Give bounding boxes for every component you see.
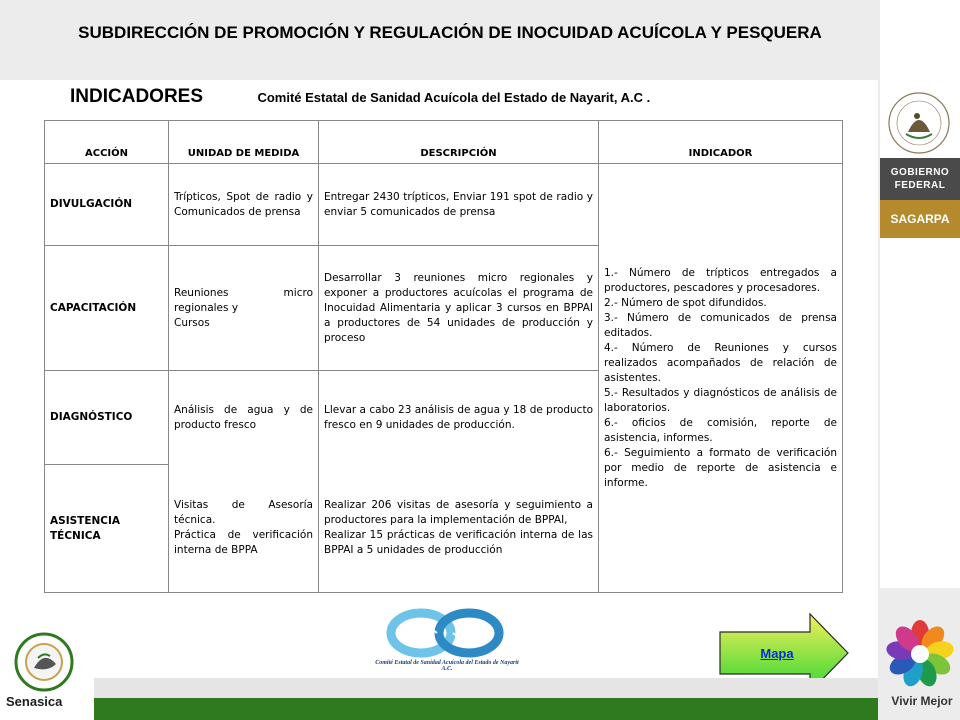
indicador-cell [599, 164, 843, 593]
unidad-cell: Trípticos, Spot de radio y Comunicados de prensa [169, 164, 319, 246]
accion-cell: CAPACITACIÓN [45, 246, 169, 371]
descripcion-cell: Llevar a cabo 23 análisis de agua y 18 de producto fresco en 9 unidades de producción. [319, 371, 599, 465]
footer-gray-band [94, 678, 878, 698]
gobierno-line-2: FEDERAL [894, 180, 946, 191]
vivir-mejor-flower-icon [884, 618, 956, 690]
committee-caption: Comité Estatal de Sanidad Acuícola del Estado de Nayarit A.C. [375, 660, 519, 672]
vivir-mejor-label: Vivir Mejor [891, 694, 953, 708]
mexico-seal-icon [884, 88, 954, 158]
indicador-item: 1.- Número de trípticos entregados a productores, pescadores y procesadores. [604, 266, 837, 294]
unidad-cell [169, 246, 319, 371]
indicators-table [44, 120, 843, 593]
table-header-row [45, 121, 843, 164]
descripcion-line: Realizar 206 visitas de asesoría y seguimiento a productores para la implementación de BPPAI, [324, 499, 593, 527]
indicador-item: 4.- Número de Reuniones y cursos realizados acompañados de relación de asistentes. [604, 341, 837, 384]
indicador-item: 6.- oficios de comisión, reporte de asistencia, informes. [604, 416, 837, 444]
unidad-line: Reuniones micro regionales y [174, 286, 313, 314]
unidad-cell: Análisis de agua y de producto fresco [169, 371, 319, 465]
gobierno-line-1: GOBIERNO [890, 167, 950, 178]
descripcion-line: Realizar 15 prácticas de verificación interna de las BPPAI a 5 unidades de producción [324, 529, 593, 557]
senasica-label: Senasica [6, 694, 63, 709]
unidad-line: Práctica de verificación interna de BPPA [174, 529, 313, 557]
header-descripcion: DESCRIPCIÓN [319, 121, 599, 164]
descripcion-cell: Desarrollar 3 reuniones micro regionales y exponer a productores acuícolas el programa de Inocuidad Alimentaria y aplicar 3 cursos en BPPAI a productores de 54 unidades de producción y proceso [319, 246, 599, 371]
descripcion-cell: Entregar 2430 trípticos, Enviar 191 spot de radio y enviar 5 comunicados de prensa [319, 164, 599, 246]
page-title: SUBDIRECCIÓN DE PROMOCIÓN Y REGULACIÓN DE INOCUIDAD ACUÍCOLA Y PESQUERA [78, 23, 822, 42]
unidad-line: Cursos [174, 316, 210, 329]
indicador-item: 3.- Número de comunicados de prensa editados. [604, 311, 837, 339]
mapa-link[interactable]: Mapa [760, 646, 794, 661]
indicadores-heading: INDICADORES [70, 86, 204, 107]
sagarpa-logo: SAGARPA [880, 200, 960, 238]
organization-name: Comité Estatal de Sanidad Acuícola del Estado de Nayarit, A.C . [257, 90, 651, 105]
header-accion: ACCIÓN [45, 121, 169, 164]
indicador-item: 5.- Resultados y diagnósticos de análisis de laboratorios. [604, 386, 837, 414]
table-row [45, 164, 843, 246]
descripcion-cell [319, 465, 599, 593]
accion-cell: DIVULGACIÓN [45, 164, 169, 246]
header-indicador: INDICADOR [599, 121, 843, 164]
accion-cell: DIAGNÓSTICO [45, 371, 169, 465]
footer-green-band [94, 698, 878, 720]
gobierno-federal-logo [880, 158, 960, 200]
accion-cell: ASISTENCIA TÉCNICA [45, 465, 169, 593]
header-unidad: UNIDAD DE MEDIDA [169, 121, 319, 164]
subheader [70, 86, 650, 108]
senasica-logo-icon [4, 628, 84, 692]
indicador-item: 2.- Número de spot difundidos. [604, 296, 767, 309]
unidad-cell [169, 465, 319, 593]
unidad-line: Visitas de Asesoría técnica. [174, 499, 313, 527]
indicador-item: 6.- Seguimiento a formato de verificación por medio de reporte de asistencia e informe. [604, 446, 837, 489]
